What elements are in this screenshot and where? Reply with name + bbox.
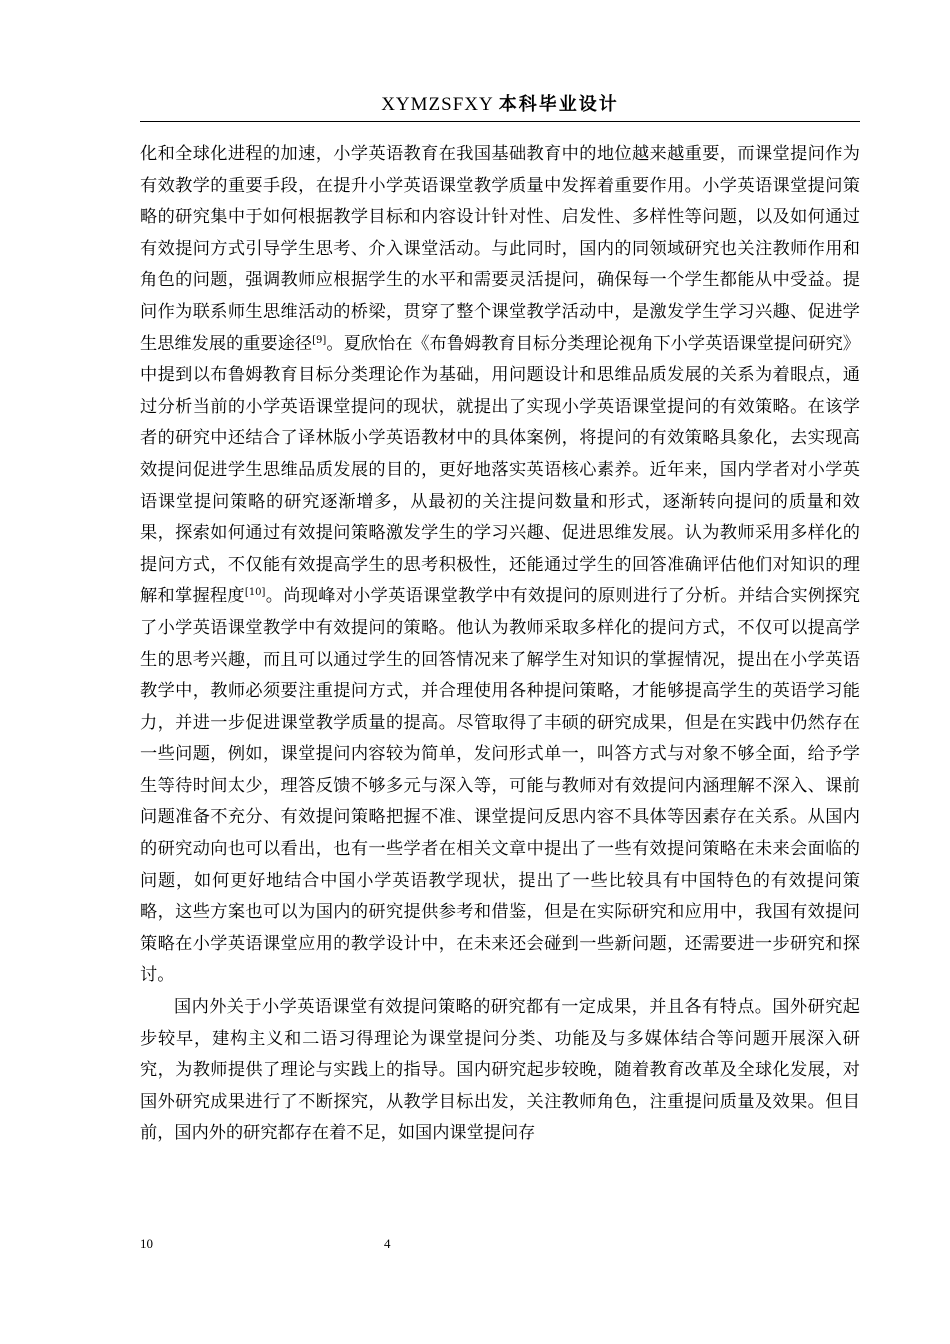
text-run: 国内外关于小学英语课堂有效提问策略的研究都有一定成果，并且各有特点。国外研究起步较早，建构主义和二语习得理论为课堂提问分类、功能及与多媒体结合等问题开展深入研究，为教师提供了理论与实践上的指导。国内研究起步较晚，随着教育改革及全球化发展，对国外研究成果进行了不断探究，从教学目标出发，关注教师角色，注重提问质量及效果。但目前，国内外的研究都存在着不足，如国内课堂提问存	[140, 997, 860, 1144]
header-code: XYMZSFXY	[381, 94, 494, 115]
header-rule	[140, 121, 860, 122]
page-header	[140, 90, 860, 116]
page-number: 4	[384, 1236, 391, 1251]
paragraph-2	[140, 992, 860, 1150]
citation-ref: [10]	[244, 587, 266, 599]
header-title: 本科毕业设计	[498, 94, 619, 115]
text-run: 。尚现峰对小学英语课堂教学中有效提问的原则进行了分析。并结合实例探究了小学英语课堂教学中有效提问的策略。他认为教师采取多样化的提问方式，不仅可以提高学生的思考兴趣，而且可以通过学生的回答情况来了解学生对知识的掌握情况，提出在小学英语教学中，教师必须要注重提问方式，并合理使用各种提问策略，才能够提高学生的英语学习能力，并进一步促进课堂教学质量的提高。尽管取得了丰硕的研究成果，但是在实践中仍然存在一些问题，例如，课堂提问内容较为简单，发问形式单一，叫答方式与对象不够全面，给予学生等待时间太少，理答反馈不够多元与深入等，可能与教师对有效提问内涵理解不深入、课前问题准备不充分、有效提问策略把握不准、课堂提问反思内容不具体等因素存在关系。从国内的研究动向也可以看出，也有一些学者在相关文章中提出了一些有效提问策略在未来会面临的问题，如何更好地结合中国小学英语教学现状，提出了一些比较具有中国特色的有效提问策略，这些方案也可以为国内的研究提供参考和借鉴，但是在实际研究和应用中，我国有效提问策略在小学英语课堂应用的教学设计中，在未来还会碰到一些新问题，还需要进一步研究和探讨。	[140, 586, 860, 986]
text-run: 化和全球化进程的加速，小学英语教育在我国基础教育中的地位越来越重要，而课堂提问作为有效教学的重要手段，在提升小学英语课堂教学质量中发挥着重要作用。小学英语课堂提问策略的研究集中于如何根据教学目标和内容设计针对性、启发性、多样性等问题，以及如何通过有效提问方式引导学生思考、介入课堂活动。与此同时，国内的同领域研究也关注教师作用和角色的问题，强调教师应根据学生的水平和需要灵活提问，确保每一个学生都能从中受益。提问作为联系师生思维活动的桥梁，贯穿了整个课堂教学活动中，是激发学生学习兴趣、促进学生思维发展的重要途径	[140, 144, 860, 354]
paragraph-1	[140, 139, 860, 992]
body-text	[140, 139, 860, 1150]
footer-left-number: 10	[140, 1236, 153, 1251]
text-run: 。夏欣怡在《布鲁姆教育目标分类理论视角下小学英语课堂提问研究》中提到以布鲁姆教育目标分类理论作为基础，用问题设计和思维品质发展的关系为着眼点，通过分析当前的小学英语课堂提问的现状，就提出了实现小学英语课堂提问的有效策略。在该学者的研究中还结合了译林版小学英语教材中的具体案例，将提问的有效策略具象化，去实现高效提问促进学生思维品质发展的目的，更好地落实英语核心素养。近年来，国内学者对小学英语课堂提问策略的研究逐渐增多，从最初的关注提问数量和形式，逐渐转向提问的质量和效果，探索如何通过有效提问策略激发学生的学习兴趣、促进思维发展。认为教师采用多样化的提问方式，不仅能有效提高学生的思考积极性，还能通过学生的回答准确评估他们对知识的理解和掌握程度	[140, 333, 860, 607]
citation-ref: [9]	[312, 334, 327, 346]
